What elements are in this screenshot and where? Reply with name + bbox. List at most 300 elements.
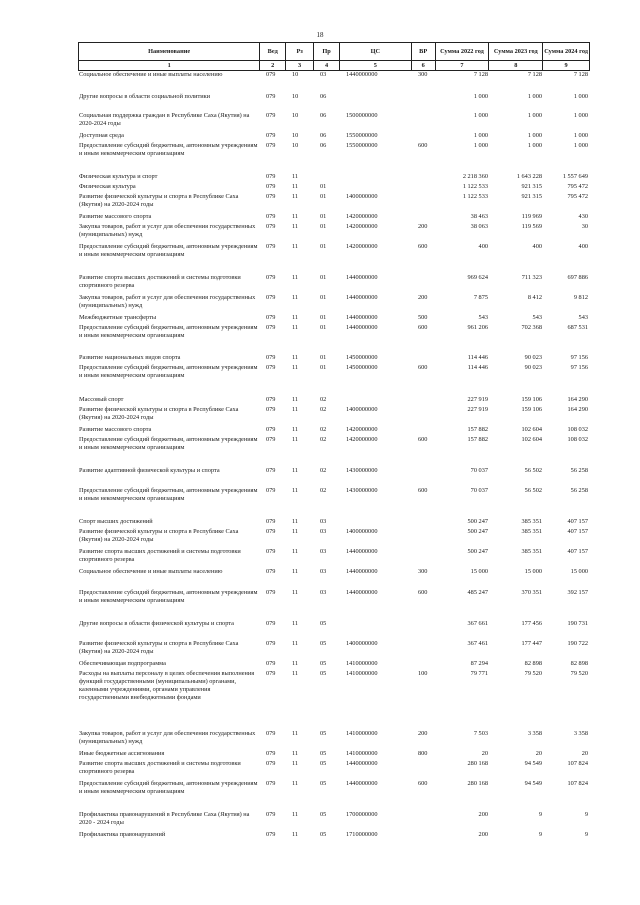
cell-name: Социальная поддержка граждан в Республике Саха (Якутия) на 2020-2024 годы — [79, 112, 250, 127]
cell-name: Предоставление субсидий бюджетным, автономным учреждениям и иным некоммерческим организациям — [79, 487, 258, 502]
cell-name: Физическая культура — [79, 183, 136, 190]
cell-vr: 100 — [418, 670, 428, 677]
cell-rz: 11 — [292, 640, 299, 647]
column-number: 4 — [314, 61, 340, 70]
cell-pr: 01 — [320, 183, 327, 190]
cell-pr: 02 — [320, 426, 327, 433]
cell-sum-2022: 400 — [478, 243, 488, 250]
column-number: 1 — [79, 61, 260, 70]
cell-pr: 01 — [320, 243, 327, 250]
cell-ved: 079 — [266, 640, 276, 647]
cell-sum-2024: 56 258 — [570, 487, 588, 494]
cell-cs: 1550000000 — [346, 142, 378, 149]
table-row — [78, 730, 590, 746]
cell-sum-2024: 7 128 — [573, 71, 588, 78]
cell-sum-2022: 1 000 — [473, 142, 488, 149]
cell-rz: 11 — [292, 518, 299, 525]
cell-sum-2023: 7 128 — [527, 71, 542, 78]
cell-sum-2024: 9 812 — [573, 294, 588, 301]
cell-sum-2024: 1 000 — [573, 142, 588, 149]
cell-rz: 11 — [292, 589, 299, 596]
cell-rz: 11 — [292, 528, 299, 535]
cell-name: Межбюджетные трансферты — [79, 314, 157, 321]
table-row — [78, 396, 590, 404]
cell-rz: 11 — [292, 750, 299, 757]
cell-rz: 11 — [292, 426, 299, 433]
budget-table — [78, 42, 590, 861]
cell-sum-2022: 38 463 — [470, 213, 488, 220]
cell-rz: 11 — [292, 730, 299, 737]
cell-cs: 1410000000 — [346, 670, 378, 677]
column-number: 8 — [489, 61, 543, 70]
cell-pr: 03 — [320, 568, 327, 575]
cell-rz: 10 — [292, 142, 299, 149]
cell-cs — [340, 518, 412, 526]
cell-cs: 1440000000 — [346, 314, 378, 321]
cell-cs: 1440000000 — [346, 568, 378, 575]
column-numbers-row — [78, 60, 590, 71]
cell-name: Расходы на выплаты персоналу в целях обеспечения выполнения функций государственными (муниципальными) органами, казенными учреждениями, органами управления государственными внебюджетными фондами — [79, 670, 255, 701]
cell-sum-2022: 7 875 — [473, 294, 488, 301]
cell-sum-2023: 15 000 — [524, 568, 542, 575]
cell-ved: 079 — [266, 354, 276, 361]
table-row — [78, 750, 590, 758]
cell-sum-2022: 1 122 533 — [462, 193, 488, 200]
cell-pr: 05 — [320, 811, 327, 818]
cell-sum-2022: 70 037 — [470, 467, 488, 474]
table-row — [78, 620, 590, 628]
cell-vr — [412, 274, 436, 290]
cell-name: Предоставление субсидий бюджетным, автономным учреждениям и иным некоммерческим организациям — [79, 324, 258, 339]
cell-sum-2022: 200 — [478, 811, 488, 818]
cell-name: Закупка товаров, работ и услуг для обеспечения государственных (муниципальных) нужд — [79, 730, 256, 745]
cell-vr: 200 — [418, 223, 428, 230]
cell-sum-2022: 1 000 — [473, 112, 488, 119]
cell-cs: 1430000000 — [346, 467, 378, 474]
table-row — [78, 548, 590, 564]
table-row — [78, 274, 590, 290]
cell-vr — [412, 213, 436, 221]
cell-sum-2024: 407 157 — [567, 548, 588, 555]
cell-sum-2022: 114 446 — [467, 354, 488, 361]
cell-ved: 079 — [266, 780, 276, 787]
cell-pr: 02 — [320, 396, 327, 403]
cell-pr: 05 — [320, 780, 327, 787]
cell-ved: 079 — [266, 548, 276, 555]
cell-rz: 11 — [292, 568, 299, 575]
cell-sum-2024: 164 290 — [567, 396, 588, 403]
cell-name: Предоставление субсидий бюджетным, автономным учреждениям и иным некоммерческим организациям — [79, 142, 258, 157]
cell-cs — [340, 396, 412, 404]
column-number: 6 — [412, 61, 436, 70]
cell-ved: 079 — [266, 193, 276, 200]
cell-vr: 600 — [418, 436, 428, 443]
cell-name: Физическая культура и спорт — [79, 173, 158, 180]
cell-sum-2024: 108 032 — [567, 426, 588, 433]
cell-ved: 079 — [266, 183, 276, 190]
cell-name: Предоставление субсидий бюджетным, автономным учреждениям и иным некоммерческим организациям — [79, 364, 258, 379]
header-sum-2022: Сумма 2022 год — [436, 43, 490, 60]
cell-sum-2022: 70 037 — [470, 487, 488, 494]
cell-sum-2022: 2 218 360 — [462, 173, 488, 180]
table-row — [78, 487, 590, 503]
cell-rz: 11 — [292, 213, 299, 220]
table-row — [78, 640, 590, 656]
table-row — [78, 243, 590, 259]
cell-ved: 079 — [266, 568, 276, 575]
cell-ved: 079 — [266, 660, 276, 667]
cell-vr: 200 — [418, 730, 428, 737]
cell-sum-2023: 711 323 — [521, 274, 542, 281]
table-row — [78, 780, 590, 796]
cell-cs: 1410000000 — [346, 730, 378, 737]
header-vr: ВР — [412, 43, 436, 60]
cell-pr: 06 — [320, 142, 327, 149]
cell-ved: 079 — [266, 518, 276, 525]
cell-pr: 05 — [320, 620, 327, 627]
cell-cs: 1440000000 — [346, 294, 378, 301]
cell-sum-2023: 79 520 — [524, 670, 542, 677]
cell-sum-2024: 407 157 — [567, 518, 588, 525]
cell-sum-2022: 157 882 — [467, 436, 488, 443]
cell-pr: 02 — [320, 406, 327, 413]
cell-vr: 600 — [418, 364, 428, 371]
cell-sum-2023: 921 315 — [521, 193, 542, 200]
cell-rz: 11 — [292, 548, 299, 555]
cell-name: Развитие спорта высших достижений и системы подготовки спортивного резерва — [79, 274, 241, 289]
cell-sum-2023: 1 000 — [527, 112, 542, 119]
cell-vr — [412, 426, 436, 434]
cell-ved: 079 — [266, 132, 276, 139]
table-row — [78, 173, 590, 181]
cell-vr: 300 — [418, 71, 428, 78]
table-row — [78, 364, 590, 380]
cell-vr — [412, 193, 436, 209]
cell-name: Развитие физической культуры и спорта в Республике Саха (Якутия) на 2020-2024 годы — [79, 528, 239, 543]
cell-sum-2024: 687 531 — [567, 324, 588, 331]
cell-cs: 1440000000 — [346, 274, 378, 281]
cell-rz: 11 — [292, 173, 299, 180]
cell-pr: 03 — [320, 518, 327, 525]
cell-sum-2023: 1 000 — [527, 142, 542, 149]
cell-sum-2024: 97 156 — [570, 364, 588, 371]
cell-sum-2023: 56 502 — [524, 487, 542, 494]
cell-ved: 079 — [266, 487, 276, 494]
cell-sum-2022: 15 000 — [470, 568, 488, 575]
cell-rz: 11 — [292, 223, 299, 230]
cell-sum-2023: 20 — [535, 750, 542, 757]
cell-rz: 10 — [292, 71, 299, 78]
cell-cs: 1440000000 — [346, 589, 378, 596]
cell-cs: 1430000000 — [346, 487, 378, 494]
cell-name: Развитие физической культуры и спорта в Республике Саха (Якутия) на 2020-2024 годы — [79, 193, 239, 208]
table-row — [78, 760, 590, 776]
cell-sum-2023: 8 412 — [527, 294, 542, 301]
cell-vr — [412, 760, 436, 776]
cell-ved: 079 — [266, 314, 276, 321]
cell-ved: 079 — [266, 294, 276, 301]
cell-name: Закупка товаров, работ и услуг для обеспечения государственных (муниципальных) нужд — [79, 294, 256, 309]
cell-sum-2023: 94 549 — [524, 760, 542, 767]
cell-sum-2022: 79 771 — [470, 670, 488, 677]
cell-vr: 200 — [418, 294, 428, 301]
cell-ved: 079 — [266, 173, 276, 180]
cell-sum-2024: 392 157 — [567, 589, 588, 596]
table-row — [78, 568, 590, 576]
table-row — [78, 294, 590, 310]
cell-pr: 01 — [320, 294, 327, 301]
cell-ved: 079 — [266, 112, 276, 119]
cell-ved: 079 — [266, 71, 276, 78]
cell-sum-2024: 79 520 — [570, 670, 588, 677]
table-body — [78, 71, 590, 861]
cell-ved: 079 — [266, 467, 276, 474]
cell-sum-2022: 1 000 — [473, 132, 488, 139]
cell-pr: 01 — [320, 213, 327, 220]
cell-cs: 1400000000 — [346, 193, 378, 200]
table-row — [78, 142, 590, 158]
cell-rz: 11 — [292, 243, 299, 250]
cell-pr: 01 — [320, 324, 327, 331]
cell-sum-2022: 7 128 — [473, 71, 488, 78]
cell-sum-2024: 3 358 — [573, 730, 588, 737]
cell-ved: 079 — [266, 406, 276, 413]
cell-sum-2023: 702 368 — [521, 324, 542, 331]
cell-vr — [412, 132, 436, 140]
page-number: 18 — [316, 31, 324, 39]
cell-sum-2024: 20 — [581, 750, 588, 757]
cell-cs: 1450000000 — [346, 364, 378, 371]
cell-rz: 10 — [292, 93, 299, 100]
cell-name: Предоставление субсидий бюджетным, автономным учреждениям и иным некоммерческим организациям — [79, 589, 258, 604]
cell-sum-2022: 227 919 — [467, 396, 488, 403]
cell-sum-2024: 543 — [578, 314, 588, 321]
cell-ved: 079 — [266, 670, 276, 677]
cell-vr — [412, 112, 436, 128]
cell-cs: 1440000000 — [346, 548, 378, 555]
cell-pr: 03 — [320, 548, 327, 555]
table-row — [78, 324, 590, 340]
cell-cs — [340, 620, 412, 628]
cell-sum-2023: 94 549 — [524, 780, 542, 787]
table-row — [78, 71, 590, 79]
cell-cs: 1420000000 — [346, 426, 378, 433]
header-cs: ЦС — [340, 43, 412, 60]
cell-cs: 1440000000 — [346, 780, 378, 787]
cell-ved: 079 — [266, 831, 276, 838]
cell-sum-2023: 56 502 — [524, 467, 542, 474]
cell-name: Предоставление субсидий бюджетным, автономным учреждениям и иным некоммерческим организациям — [79, 243, 258, 258]
cell-pr: 01 — [320, 223, 327, 230]
cell-name: Развитие физической культуры и спорта в Республике Саха (Якутия) на 2020-2024 годы — [79, 640, 239, 655]
table-row — [78, 213, 590, 221]
cell-vr — [412, 528, 436, 544]
cell-cs — [340, 173, 412, 181]
cell-vr — [412, 354, 436, 362]
cell-sum-2023: 385 351 — [521, 528, 542, 535]
cell-sum-2024: 108 032 — [567, 436, 588, 443]
cell-sum-2024: 190 731 — [567, 620, 588, 627]
cell-pr: 06 — [320, 132, 327, 139]
cell-sum-2023: 1 000 — [527, 93, 542, 100]
table-row — [78, 811, 590, 827]
cell-sum-2024: 9 — [584, 811, 588, 818]
column-number: 9 — [564, 62, 568, 69]
cell-sum-2023: 102 604 — [521, 436, 542, 443]
cell-sum-2022: 200 — [478, 831, 488, 838]
cell-name: Предоставление субсидий бюджетным, автономным учреждениям и иным некоммерческим организациям — [79, 436, 258, 451]
cell-vr: 600 — [418, 142, 428, 149]
cell-cs — [340, 183, 412, 191]
table-row — [78, 132, 590, 140]
cell-pr: 05 — [320, 760, 327, 767]
cell-sum-2023: 90 023 — [524, 364, 542, 371]
cell-name: Социальное обеспечение и иные выплаты населению — [79, 568, 223, 575]
cell-sum-2024: 30 — [581, 223, 588, 230]
cell-rz: 11 — [292, 760, 299, 767]
cell-name: Иные бюджетные ассигнования — [79, 750, 165, 757]
cell-rz: 11 — [292, 436, 299, 443]
cell-sum-2023: 119 969 — [521, 213, 542, 220]
cell-sum-2023: 9 — [538, 811, 542, 818]
cell-rz: 11 — [292, 274, 299, 281]
cell-sum-2023: 159 106 — [521, 406, 542, 413]
cell-pr: 01 — [320, 354, 327, 361]
header-name: Наименование — [79, 43, 260, 60]
table-row — [78, 183, 590, 191]
cell-ved: 079 — [266, 142, 276, 149]
cell-vr — [412, 548, 436, 564]
cell-rz: 11 — [292, 467, 299, 474]
cell-ved: 079 — [266, 324, 276, 331]
cell-sum-2024: 9 — [584, 831, 588, 838]
table-row — [78, 314, 590, 322]
cell-sum-2024: 56 258 — [570, 467, 588, 474]
table-row — [78, 670, 590, 702]
table-row — [78, 223, 590, 239]
cell-sum-2022: 227 919 — [467, 406, 488, 413]
cell-vr — [412, 183, 436, 191]
cell-name: Развитие массового спорта — [79, 426, 152, 433]
cell-vr — [412, 660, 436, 668]
column-number: 7 — [436, 61, 490, 70]
cell-sum-2022: 500 247 — [467, 548, 488, 555]
cell-sum-2024: 1 000 — [573, 93, 588, 100]
cell-sum-2023: 370 351 — [521, 589, 542, 596]
cell-rz: 11 — [292, 831, 299, 838]
cell-sum-2022: 485 247 — [467, 589, 488, 596]
cell-sum-2022: 114 446 — [467, 364, 488, 371]
cell-cs: 1400000000 — [346, 528, 378, 535]
cell-name: Развитие физической культуры и спорта в Республике Саха (Якутия) на 2020-2024 годы — [79, 406, 239, 421]
cell-sum-2024: 430 — [578, 213, 588, 220]
cell-vr — [412, 831, 436, 839]
cell-sum-2023: 400 — [532, 243, 542, 250]
cell-ved: 079 — [266, 243, 276, 250]
cell-ved: 079 — [266, 364, 276, 371]
cell-pr: 06 — [320, 93, 327, 100]
cell-name: Массовый спорт — [79, 396, 124, 403]
cell-ved: 079 — [266, 396, 276, 403]
cell-sum-2023: 177 447 — [521, 640, 542, 647]
cell-sum-2023: 3 358 — [527, 730, 542, 737]
cell-sum-2023: 921 315 — [521, 183, 542, 190]
cell-sum-2022: 500 247 — [467, 528, 488, 535]
cell-sum-2023: 177 456 — [521, 620, 542, 627]
cell-cs: 1410000000 — [346, 660, 378, 667]
cell-rz: 11 — [292, 354, 299, 361]
cell-pr: 06 — [320, 112, 327, 119]
cell-sum-2024: 1 000 — [573, 112, 588, 119]
cell-rz: 11 — [292, 396, 299, 403]
cell-sum-2024: 97 156 — [570, 354, 588, 361]
cell-name: Развитие спорта высших достижений и системы подготовки спортивного резерва — [79, 548, 241, 563]
cell-cs: 1400000000 — [346, 406, 378, 413]
cell-ved: 079 — [266, 213, 276, 220]
cell-sum-2022: 38 063 — [470, 223, 488, 230]
cell-sum-2024: 82 898 — [570, 660, 588, 667]
cell-pr: 01 — [320, 274, 327, 281]
cell-pr: 02 — [320, 487, 327, 494]
cell-sum-2023: 1 000 — [527, 132, 542, 139]
table-row — [78, 528, 590, 544]
table-row — [78, 112, 590, 128]
cell-sum-2023: 119 569 — [521, 223, 542, 230]
table-row — [78, 831, 590, 839]
cell-name: Закупка товаров, работ и услуг для обеспечения государственных (муниципальных) нужд — [79, 223, 256, 238]
cell-vr — [412, 518, 436, 526]
cell-pr: 05 — [320, 640, 327, 647]
cell-cs: 1400000000 — [346, 640, 378, 647]
header-rz: Рз — [286, 43, 314, 60]
cell-sum-2024: 697 886 — [567, 274, 588, 281]
cell-vr: 600 — [418, 780, 428, 787]
cell-ved: 079 — [266, 730, 276, 737]
cell-sum-2023: 1 643 228 — [516, 173, 542, 180]
cell-ved: 079 — [266, 223, 276, 230]
cell-pr: 01 — [320, 193, 327, 200]
cell-name: Развитие спорта высших достижений и системы подготовки спортивного резерва — [79, 760, 241, 775]
cell-sum-2024: 107 824 — [567, 780, 588, 787]
cell-sum-2022: 280 168 — [467, 760, 488, 767]
cell-sum-2024: 795 472 — [567, 183, 588, 190]
cell-rz: 11 — [292, 670, 299, 677]
cell-sum-2023: 385 351 — [521, 518, 542, 525]
cell-sum-2022: 1 122 533 — [462, 183, 488, 190]
cell-pr: 05 — [320, 670, 327, 677]
cell-sum-2024: 164 290 — [567, 406, 588, 413]
cell-pr: 05 — [320, 831, 327, 838]
column-number: 3 — [286, 61, 314, 70]
cell-cs: 1550000000 — [346, 132, 378, 139]
cell-sum-2023: 385 351 — [521, 548, 542, 555]
cell-rz: 11 — [292, 364, 299, 371]
cell-sum-2022: 961 206 — [467, 324, 488, 331]
header-sum-2023: Сумма 2023 год — [489, 43, 543, 60]
cell-sum-2023: 90 023 — [524, 354, 542, 361]
cell-cs: 1420000000 — [346, 213, 378, 220]
cell-vr — [412, 93, 436, 101]
cell-sum-2023: 102 604 — [521, 426, 542, 433]
cell-ved: 079 — [266, 811, 276, 818]
cell-ved: 079 — [266, 426, 276, 433]
cell-ved: 079 — [266, 93, 276, 100]
cell-pr: 01 — [320, 364, 327, 371]
cell-rz: 11 — [292, 314, 299, 321]
cell-pr: 05 — [320, 730, 327, 737]
cell-cs: 1440000000 — [346, 760, 378, 767]
cell-vr — [412, 811, 436, 827]
